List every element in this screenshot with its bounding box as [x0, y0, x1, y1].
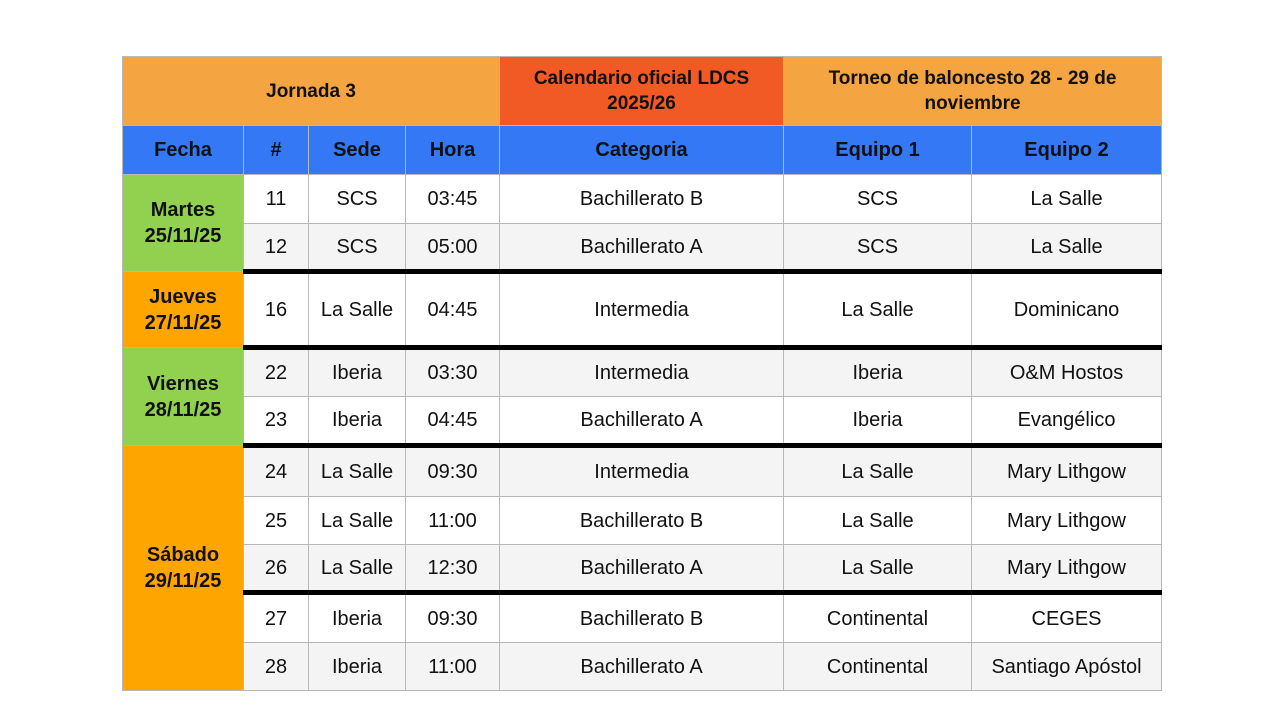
header-number: #: [244, 126, 309, 175]
equipo1-cell: SCS: [784, 175, 972, 224]
header-sede: Sede: [309, 126, 406, 175]
title-row: [123, 57, 1162, 126]
day-cell-martes: Martes 25/11/25: [123, 175, 244, 272]
equipo2-cell: La Salle: [972, 224, 1162, 272]
categoria-cell: Bachillerato B: [500, 497, 784, 545]
equipo1-cell: SCS: [784, 224, 972, 272]
categoria-cell: Bachillerato A: [500, 643, 784, 691]
calendar-title: Calendario oficial LDCS 2025/26: [500, 57, 784, 126]
equipo2-cell: CEGES: [972, 593, 1162, 643]
equipo2-cell: Mary Lithgow: [972, 497, 1162, 545]
game-number: 24: [244, 446, 309, 497]
categoria-cell: Bachillerato A: [500, 545, 784, 593]
table-row: [123, 348, 1162, 397]
equipo2-cell: Dominicano: [972, 272, 1162, 348]
hora-cell: 11:00: [406, 643, 500, 691]
hora-cell: 04:45: [406, 397, 500, 446]
sede-cell: SCS: [309, 175, 406, 224]
day-cell-jueves: Jueves 27/11/25: [123, 272, 244, 348]
sede-cell: Iberia: [309, 593, 406, 643]
table-row: [123, 272, 1162, 348]
hora-cell: 05:00: [406, 224, 500, 272]
tournament-title: Torneo de baloncesto 28 - 29 de noviembre: [784, 57, 1162, 126]
sede-cell: La Salle: [309, 446, 406, 497]
table-row: [123, 593, 1162, 643]
table-row: [123, 497, 1162, 545]
game-number: 11: [244, 175, 309, 224]
equipo1-cell: La Salle: [784, 497, 972, 545]
hora-cell: 12:30: [406, 545, 500, 593]
header-equipo-2: Equipo 2: [972, 126, 1162, 175]
sede-cell: Iberia: [309, 348, 406, 397]
hora-cell: 03:45: [406, 175, 500, 224]
table-row: [123, 224, 1162, 272]
equipo1-cell: Continental: [784, 643, 972, 691]
sede-cell: La Salle: [309, 497, 406, 545]
hora-cell: 09:30: [406, 593, 500, 643]
equipo2-cell: O&M Hostos: [972, 348, 1162, 397]
hora-cell: 04:45: [406, 272, 500, 348]
categoria-cell: Intermedia: [500, 348, 784, 397]
header-categoria: Categoria: [500, 126, 784, 175]
categoria-cell: Bachillerato A: [500, 397, 784, 446]
header-row: [123, 126, 1162, 175]
game-number: 25: [244, 497, 309, 545]
equipo1-cell: La Salle: [784, 545, 972, 593]
sede-cell: La Salle: [309, 272, 406, 348]
equipo1-cell: La Salle: [784, 272, 972, 348]
sede-cell: SCS: [309, 224, 406, 272]
equipo2-cell: Mary Lithgow: [972, 545, 1162, 593]
table-row: [123, 643, 1162, 691]
hora-cell: 09:30: [406, 446, 500, 497]
table-row: [123, 446, 1162, 497]
equipo1-cell: La Salle: [784, 446, 972, 497]
hora-cell: 11:00: [406, 497, 500, 545]
game-number: 22: [244, 348, 309, 397]
equipo2-cell: Santiago Apóstol: [972, 643, 1162, 691]
categoria-cell: Bachillerato B: [500, 175, 784, 224]
game-number: 27: [244, 593, 309, 643]
equipo2-cell: La Salle: [972, 175, 1162, 224]
header-fecha: Fecha: [123, 126, 244, 175]
hora-cell: 03:30: [406, 348, 500, 397]
sede-cell: Iberia: [309, 643, 406, 691]
game-number: 26: [244, 545, 309, 593]
equipo2-cell: Mary Lithgow: [972, 446, 1162, 497]
schedule-table: [122, 56, 1162, 691]
table-row: [123, 397, 1162, 446]
equipo1-cell: Continental: [784, 593, 972, 643]
game-number: 28: [244, 643, 309, 691]
table-row: [123, 175, 1162, 224]
jornada-title: Jornada 3: [123, 57, 500, 126]
game-number: 16: [244, 272, 309, 348]
day-cell-sabado: Sábado 29/11/25: [123, 446, 244, 691]
equipo1-cell: Iberia: [784, 348, 972, 397]
categoria-cell: Bachillerato A: [500, 224, 784, 272]
sede-cell: Iberia: [309, 397, 406, 446]
day-cell-viernes: Viernes 28/11/25: [123, 348, 244, 446]
header-equipo-1: Equipo 1: [784, 126, 972, 175]
header-hora: Hora: [406, 126, 500, 175]
categoria-cell: Intermedia: [500, 272, 784, 348]
game-number: 23: [244, 397, 309, 446]
categoria-cell: Intermedia: [500, 446, 784, 497]
categoria-cell: Bachillerato B: [500, 593, 784, 643]
game-number: 12: [244, 224, 309, 272]
table-row: [123, 545, 1162, 593]
equipo2-cell: Evangélico: [972, 397, 1162, 446]
sede-cell: La Salle: [309, 545, 406, 593]
equipo1-cell: Iberia: [784, 397, 972, 446]
